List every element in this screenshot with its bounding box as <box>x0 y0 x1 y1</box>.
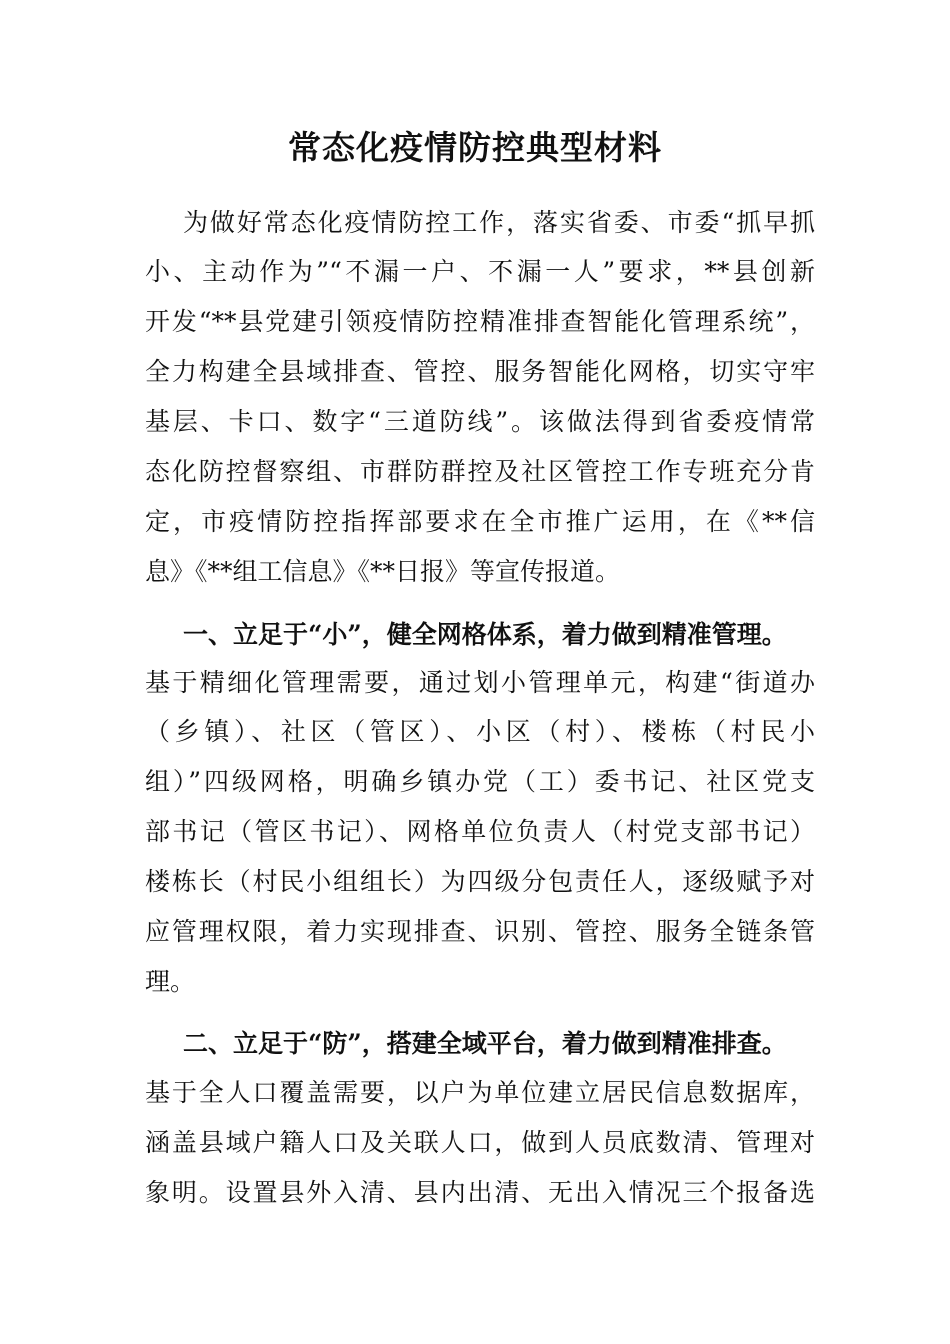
paragraph-1-line-8: 息》《**组工信息》《**日报》等宣传报道。 <box>145 557 621 586</box>
section-2-heading: 二、立足于“防”，搭建全域平台，着力做到精准排查。 <box>183 1029 787 1058</box>
section-2-line-1: 基于全人口覆盖需要，以户为单位建立居民信息数据库， <box>145 1078 815 1107</box>
section-1-line-6: 应管理权限，着力实现排查、识别、管控、服务全链条管 <box>145 917 815 946</box>
paragraph-1-line-6: 态化防控督察组、市群防群控及社区管控工作专班充分肯 <box>145 457 815 486</box>
section-2-line-2: 涵盖县域户籍人口及关联人口，做到人员底数清、管理对 <box>145 1128 815 1157</box>
section-1-line-1: 基于精细化管理需要，通过划小管理单元，构建“街道办 <box>145 668 815 697</box>
paragraph-1-line-7: 定，市疫情防控指挥部要求在全市推广运用，在《**信 <box>145 507 815 536</box>
paragraph-1-line-3: 开发“**县党建引领疫情防控精准排查智能化管理系统”， <box>145 307 815 336</box>
paragraph-1-line-1: 为做好常态化疫情防控工作，落实省委、市委“抓早抓 <box>183 208 815 237</box>
section-1-line-7: 理。 <box>145 967 196 996</box>
paragraph-1-line-4: 全力构建全县域排查、管控、服务智能化网格，切实守牢 <box>145 357 815 386</box>
paragraph-1-line-2: 小、主动作为”“不漏一户、不漏一人”要求，**县创新 <box>145 257 815 286</box>
paragraph-1-line-5: 基层、卡口、数字“三道防线”。该做法得到省委疫情常 <box>145 407 815 436</box>
section-2-line-3: 象明。设置县外入清、县内出清、无出入情况三个报备选 <box>145 1178 815 1207</box>
section-1-line-4: 部书记（管区书记）、网格单位负责人（村党支部书记） <box>145 817 815 846</box>
section-1-line-5: 楼栋长（村民小组组长）为四级分包责任人，逐级赋予对 <box>145 867 815 896</box>
document-title: 常态化疫情防控典型材料 <box>288 128 662 167</box>
section-1-line-3: 组）”四级网格，明确乡镇办党（工）委书记、社区党支 <box>145 767 815 796</box>
section-1-heading: 一、立足于“小”，健全网格体系，着力做到精准管理。 <box>183 620 787 649</box>
section-1-line-2: （乡镇）、社区（管区）、小区（村）、楼栋（村民小 <box>145 717 815 746</box>
